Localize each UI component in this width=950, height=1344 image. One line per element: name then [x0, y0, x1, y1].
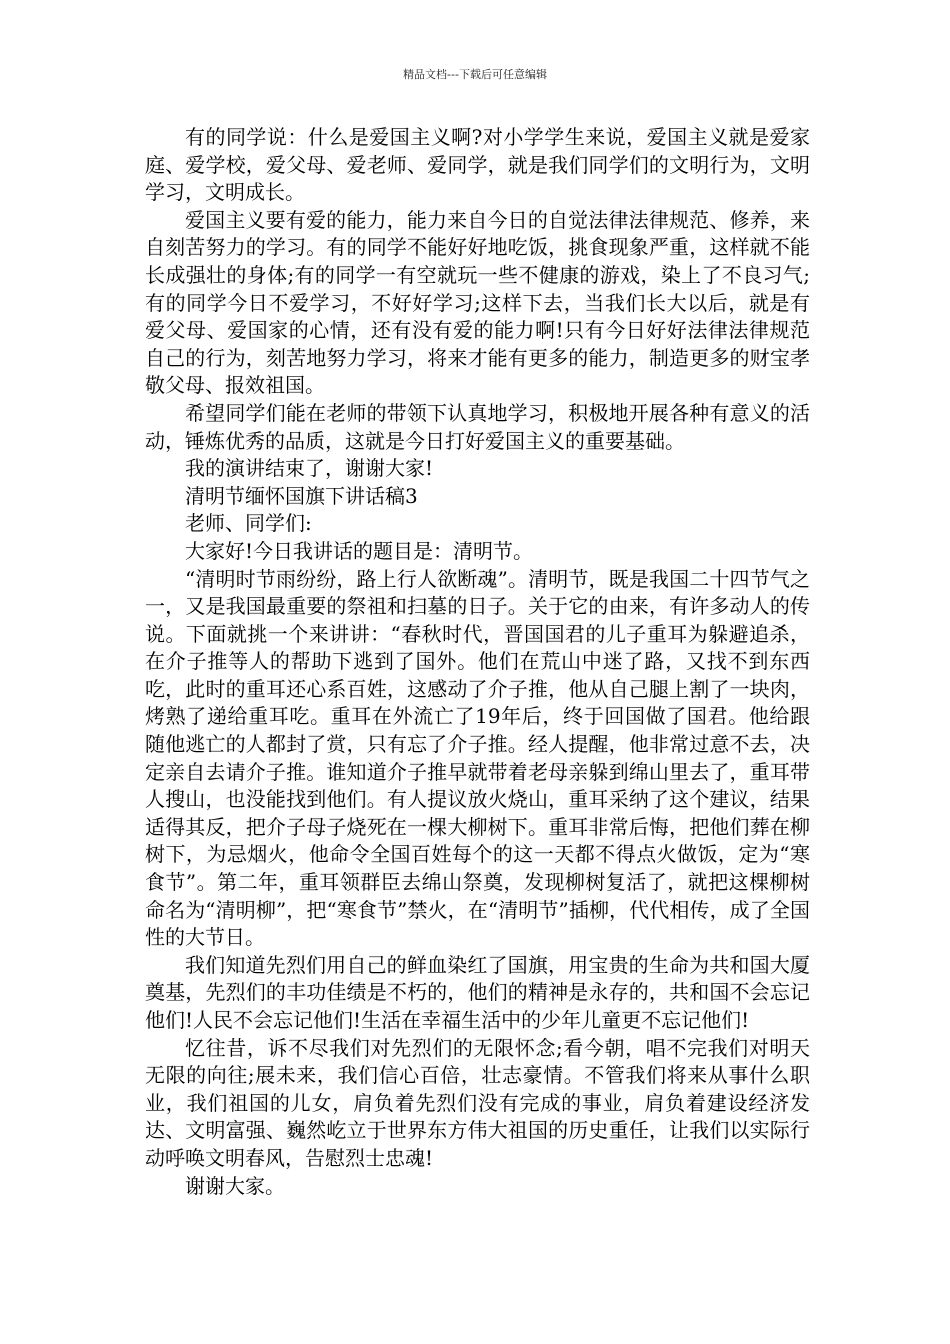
paragraph-1: 有的同学说：什么是爱国主义啊?对小学学生来说，爱国主义就是爱家庭、爱学校，爱父母、爱老师、爱同学，就是我们同学们的文明行为，文明学习，文明成长。 — [145, 125, 810, 205]
paragraph-4: 我的演讲结束了，谢谢大家! — [185, 456, 434, 481]
paragraph-2: 爱国主义要有爱的能力，能力来自今日的自觉法律法律规范、修养，来自刻苦努力的学习。有的同学不能好好地吃饭，挑食现象严重，这样就不能长成强壮的身体;有的同学一有空就玩一些不健康的游戏，染上了不良习气;有的同学今日不爱学习，不好好学习;这样下去，当我们长大以后，就是有爱父母、爱国家的心情，还有没有爱的能力啊!只有今日好好法律法律规范自己的行为，刻苦地努力学习，将来才能有更多的能力，制造更多的财宝孝敬父母、报效祖国。 — [145, 207, 810, 398]
speech-title: 清明节缅怀国旗下讲话稿3 — [185, 483, 418, 508]
salutation: 老师、同学们: — [185, 511, 312, 536]
paragraph-9: 我们知道先烈们用自己的鲜血染红了国旗，用宝贵的生命为共和国大厦奠基，先烈们的丰功佳绩是不朽的，他们的精神是永存的，共和国不会忘记他们!人民不会忘记他们!生活在幸福生活中的少年儿童更不忘记他们! — [145, 952, 810, 1032]
paragraph-8: “清明时节雨纷纷，路上行人欲断魂”。清明节，既是我国二十四节气之一，又是我国最重要的祭祖和扫墓的日子。关于它的由来，有许多动人的传说。下面就挑一个来讲讲：“春秋时代，晋国国君的儿子重耳为躲避追杀，在介子推等人的帮助下逃到了国外。他们在荒山中迷了路，又找不到东西吃，此时的重耳还心系百姓，这感动了介子推，他从自己腿上割了一块肉，烤熟了递给重耳吃。重耳在外流亡了19年后，终于回国做了国君。他给跟随他逃亡的人都封了赏，只有忘了介子推。经人提醒，他非常过意不去，决定亲自去请介子推。谁知道介子推早就带着老母亲躲到绵山里去了，重耳带人搜山，也没能找到他们。有人提议放火烧山，重耳采纳了这个建议，结果适得其反，把介子母子烧死在一棵大柳树下。重耳非常后悔，把他们葬在柳树下，为忌烟火，他命令全国百姓每个的这一天都不得点火做饭，定为“寒食节”。第二年，重耳领群臣去绵山祭奠，发现柳树复活了，就把这棵柳树命名为“清明柳”，把“寒食节”禁火，在“清明节”插柳，代代相传，成了全国性的大节日。 — [145, 566, 810, 950]
closing: 谢谢大家。 — [185, 1173, 285, 1198]
page-header: 精品文档---下载后可任意编辑 — [403, 68, 547, 81]
greeting: 大家好!今日我讲话的题目是：清明节。 — [185, 538, 534, 563]
document-body — [145, 124, 810, 1200]
paragraph-10: 忆往昔，诉不尽我们对先烈们的无限怀念;看今朝，唱不完我们对明天无限的向往;展未来，我们信心百倍，壮志豪情。不管我们将来从事什么职业，我们祖国的儿女，肩负着先烈们没有完成的事业，肩负着建设经济发达、文明富强、巍然屹立于世界东方伟大祖国的历史重任，让我们以实际行动呼唤文明春风，告慰烈士忠魂! — [145, 1035, 810, 1170]
paragraph-3: 希望同学们能在老师的带领下认真地学习，积极地开展各种有意义的活动，锤炼优秀的品质，这就是今日打好爱国主义的重要基础。 — [145, 400, 810, 453]
